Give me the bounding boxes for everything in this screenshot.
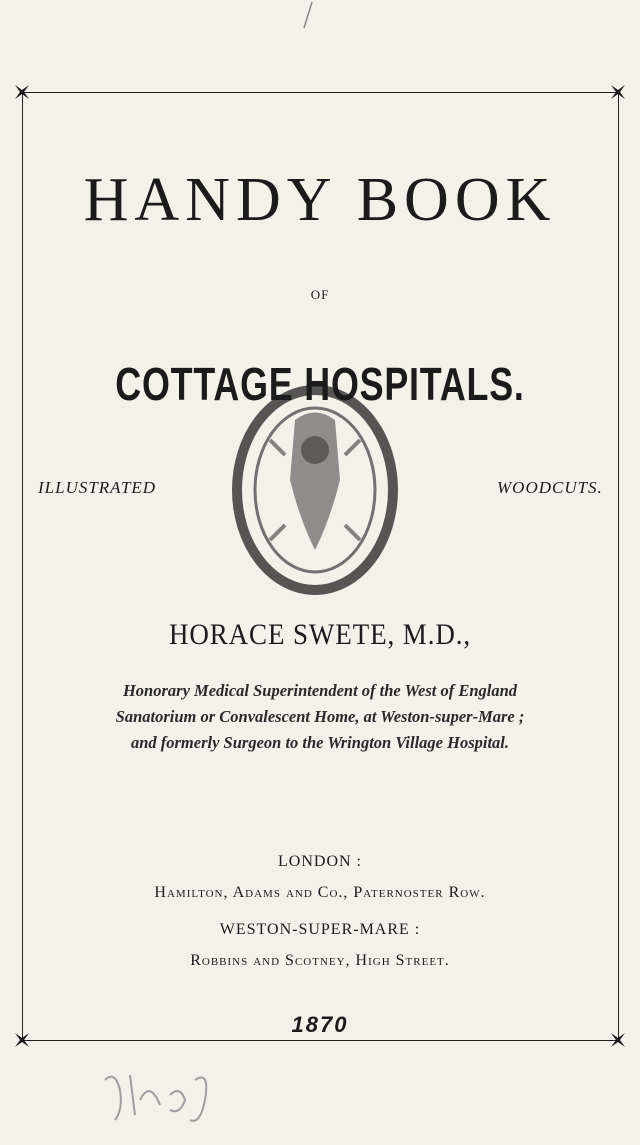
imprint-city-london: LONDON :: [278, 853, 362, 870]
illustrated-label-right: WOODCUTS.: [497, 478, 603, 497]
handwritten-pencil-note: [95, 1060, 245, 1130]
description-line: Sanatorium or Convalescent Home, at Weston-super-Mare ;: [115, 707, 525, 726]
maltese-cross-icon: [13, 83, 31, 101]
publication-year: 1870: [291, 1012, 349, 1037]
imprint-publisher-weston: Robbins and Scotney, High Street.: [190, 952, 450, 969]
description-line: and formerly Surgeon to the Wrington Village Hospital.: [130, 733, 510, 752]
maltese-cross-icon: [13, 1031, 31, 1049]
book-subject: COTTAGE HOSPITALS.: [115, 358, 525, 410]
imprint-publisher-london: Hamilton, Adams and Co., Paternoster Row.: [154, 884, 486, 901]
maltese-cross-icon: [609, 83, 627, 101]
author-description: [30, 678, 610, 756]
border-bottom: [22, 1040, 620, 1041]
maltese-cross-icon: [609, 1031, 627, 1049]
description-line: Honorary Medical Superintendent of the West of England: [122, 681, 518, 700]
border-right: [618, 92, 619, 1040]
border-left: [22, 92, 23, 1040]
author-name: HORACE SWETE, M.D.,: [168, 618, 472, 651]
library-stamp-icon: [190, 380, 440, 600]
title-connector: OF: [310, 287, 330, 302]
illustrated-label-left: ILLUSTRATED: [38, 478, 157, 497]
book-title: HANDY BOOK: [83, 166, 557, 234]
border-top: [22, 92, 620, 93]
imprint-city-weston: WESTON-SUPER-MARE :: [219, 921, 421, 938]
pencil-mark-icon: [298, 0, 318, 30]
